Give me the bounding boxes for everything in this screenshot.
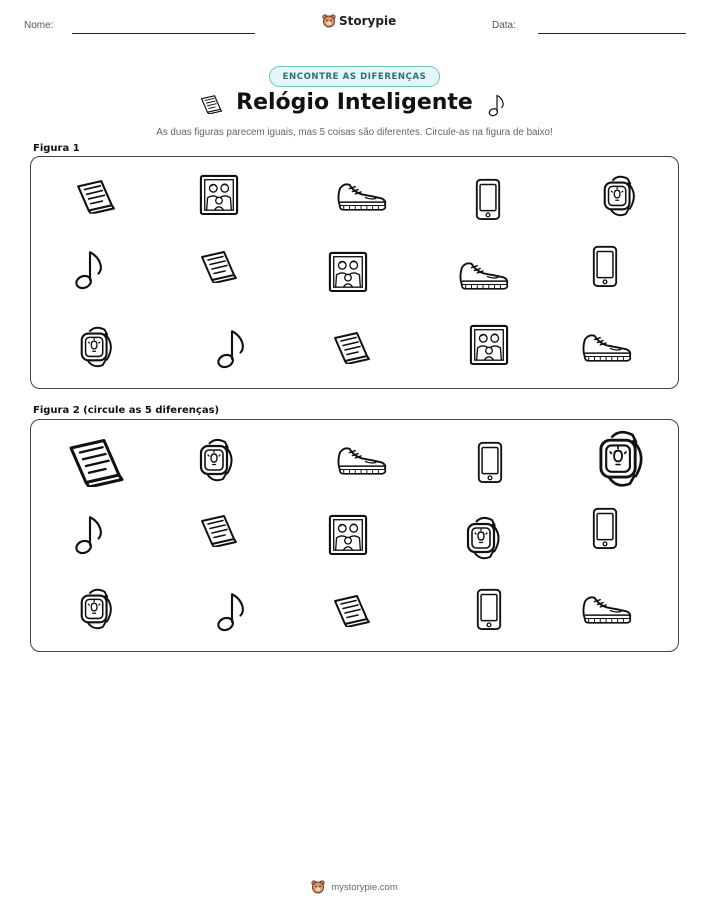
smartphone-icon	[474, 178, 502, 225]
family-photo-icon	[199, 174, 239, 220]
instructions: As duas figuras parecem iguais, mas 5 coisas são diferentes. Circule-as na figura de baixo!	[156, 127, 553, 138]
family-photo-icon	[328, 251, 368, 297]
name-field[interactable]	[72, 33, 255, 34]
bear-logo-icon	[322, 14, 336, 28]
family-photo-icon[interactable]	[328, 514, 368, 560]
music-note-icon	[486, 93, 508, 121]
smartphone-icon[interactable]	[476, 441, 504, 488]
smartwatch-icon[interactable]	[195, 436, 239, 488]
smartphone-icon[interactable]	[591, 507, 619, 554]
smartphone-icon[interactable]	[475, 588, 503, 635]
sneaker-icon[interactable]	[336, 443, 388, 480]
book-icon[interactable]	[198, 513, 238, 551]
sneaker-icon	[458, 258, 510, 295]
smartwatch-icon[interactable]	[462, 514, 506, 566]
date-label: Data:	[492, 20, 516, 31]
sneaker-icon[interactable]	[581, 592, 633, 629]
page-title: Relógio Inteligente	[236, 90, 473, 115]
music-note-icon[interactable]	[215, 590, 249, 637]
book-icon	[74, 178, 116, 218]
name-label: Nome:	[24, 20, 54, 31]
footer	[0, 880, 709, 894]
sneaker-icon	[581, 330, 633, 367]
family-photo-icon	[469, 324, 509, 370]
brand-name: Storypie	[339, 14, 397, 28]
activity-badge: ENCONTRE AS DIFERENÇAS	[269, 66, 440, 87]
music-note-icon[interactable]	[73, 513, 107, 560]
music-note-icon	[73, 248, 107, 295]
sneaker-icon	[336, 179, 388, 216]
music-note-icon	[215, 327, 249, 374]
smartwatch-icon	[599, 173, 641, 223]
figure1-label: Figura 1	[33, 143, 80, 154]
smartwatch-icon	[76, 324, 118, 374]
footer-url[interactable]: mystorypie.com	[331, 881, 398, 893]
book-icon[interactable]	[331, 593, 371, 631]
smartwatch-icon[interactable]	[76, 586, 118, 636]
brand-logo	[322, 14, 396, 28]
smartphone-icon	[591, 245, 619, 292]
book-icon	[198, 249, 238, 287]
book-icon	[331, 330, 371, 368]
bear-logo-icon	[311, 880, 325, 894]
smartwatch-icon[interactable]	[593, 427, 651, 494]
book-icon[interactable]	[65, 436, 125, 491]
figure2-label: Figura 2 (circule as 5 diferenças)	[33, 405, 220, 416]
date-field[interactable]	[538, 33, 686, 34]
